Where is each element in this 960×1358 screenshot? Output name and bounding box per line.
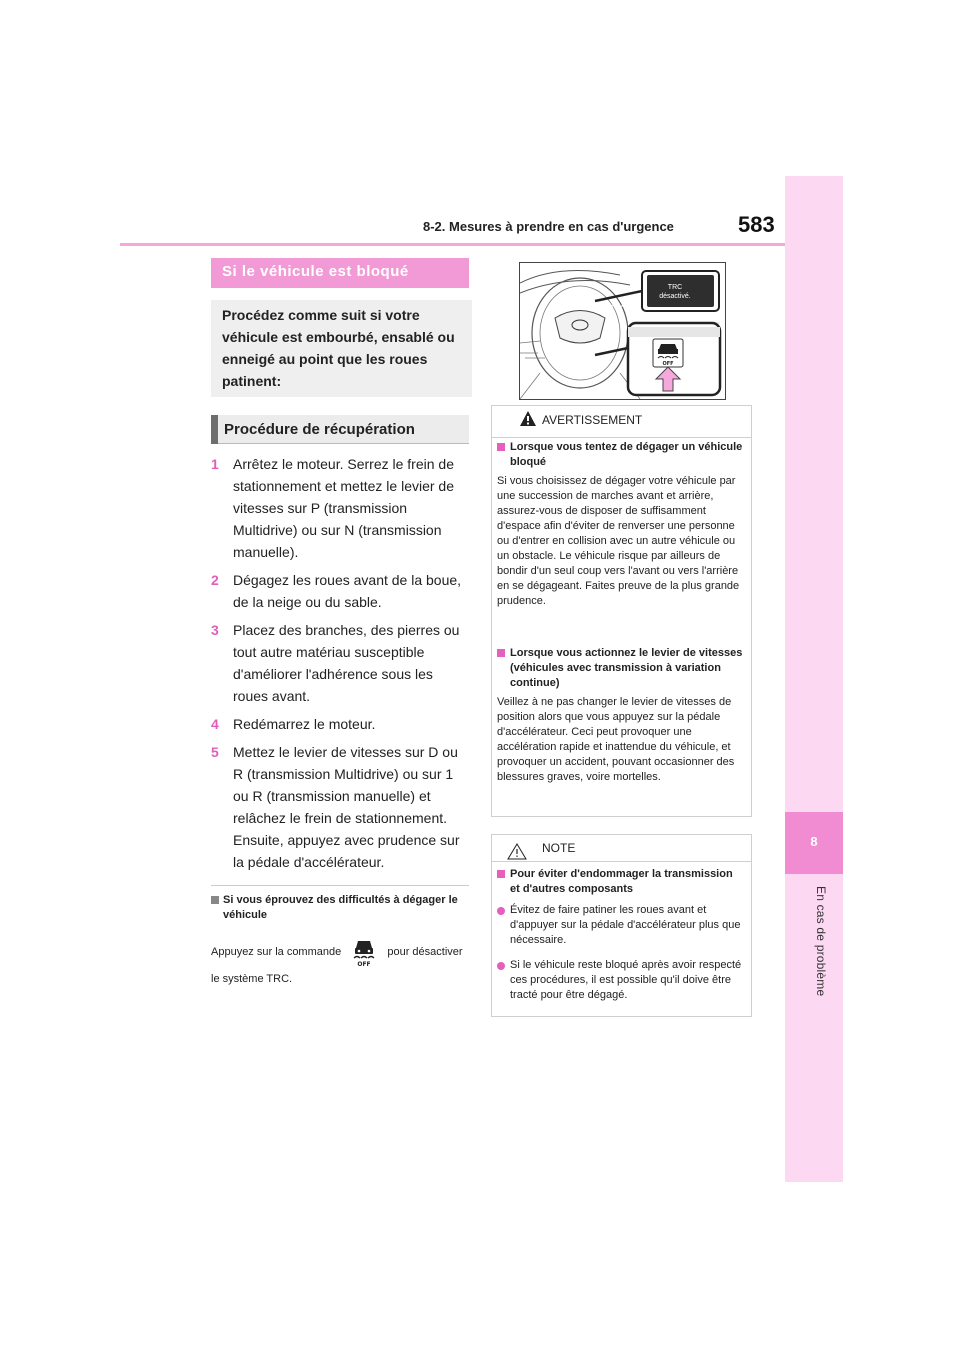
procedure-heading: Procédure de récupération (224, 421, 415, 438)
trc-display-line1: TRC (667, 284, 683, 291)
bullet-dot-icon (497, 907, 505, 915)
note-header-rule (491, 861, 751, 862)
caution-triangle-icon (507, 843, 527, 860)
procedure-step (211, 713, 469, 735)
chapter-side-tab (785, 176, 843, 1182)
chapter-number: 8 (810, 834, 818, 849)
trouble-text-before: Appuyez sur la commande (211, 945, 342, 958)
note-title: NOTE (542, 841, 576, 855)
trc-display-line2: désactivé. (659, 293, 691, 300)
step-number: 2 (211, 572, 219, 588)
step-number: 1 (211, 456, 219, 472)
section-title: 8-2. Mesures à prendre en cas d'urgence (423, 219, 674, 234)
square-bullet-icon (497, 870, 505, 878)
step-text: Placez des branches, des pierres ou tout autre matériau susceptible d'améliorer l'adhérence sous les roues avant. (233, 622, 460, 704)
warning-item-heading (497, 646, 745, 691)
warning-item (497, 440, 745, 609)
step-number: 3 (211, 622, 219, 638)
trc-off-icon-label: OFF (357, 961, 371, 967)
trc-off-display (650, 283, 700, 301)
bullet-dot-icon (497, 962, 505, 970)
procedure-steps (211, 453, 469, 879)
step-text: Redémarrez le moteur. (233, 716, 376, 732)
procedure-step (211, 619, 469, 707)
header-rule (120, 243, 785, 246)
step-text: Mettez le levier de vitesses sur D ou R (transmission Multidrive) ou sur 1 ou R (transmission manuelle) et relâchez le frein de stationnement. Ensuite, appuyez avec prudence sur la pédale d'accélérateur. (233, 744, 460, 870)
warning-title: AVERTISSEMENT (542, 413, 643, 427)
warning-heading-text: Lorsque vous actionnez le levier de vitesses (véhicules avec transmission à variation continue) (510, 647, 743, 689)
step-text: Dégagez les roues avant de la boue, de la neige ou du sable. (233, 572, 462, 610)
warning-header-rule (491, 437, 751, 438)
chapter-label: En cas de problème (814, 886, 828, 997)
trc-off-icon (350, 937, 378, 967)
warning-item-heading (497, 440, 745, 470)
warning-item-text: Veillez à ne pas changer le levier de vitesses de position alors que vous appuyez sur la pédale d'accélérateur. Ceci peut provoquer une accélération rapide et inattendue du véhicule, et provoquer un accident, pouvant occasionner des blessures graves, voire mortelles. (497, 696, 735, 783)
section-banner-title: Si le véhicule est bloqué (222, 263, 409, 280)
note-heading (497, 867, 745, 897)
procedure-step (211, 569, 469, 613)
subsection-rule (211, 885, 469, 886)
procedure-step (211, 741, 469, 873)
note-heading-text: Pour éviter d'endommager la transmission et d'autres composants (510, 868, 733, 895)
step-text: Arrêtez le moteur. Serrez le frein de stationnement et mettez le levier de vitesses sur P (transmission Multidrive) ou sur N (transmission manuelle). (233, 456, 455, 560)
square-bullet-icon (497, 649, 505, 657)
step-number: 4 (211, 716, 219, 732)
intro-text: Procédez comme suit si votre véhicule est embourbé, ensablé ou enneigé au point que les roues patinent: (222, 307, 455, 389)
trouble-text-after: pour désactiver le système TRC. (211, 945, 463, 985)
note-bullet-text: Évitez de faire patiner les roues avant et d'appuyer sur la pédale d'accélérateur plus que nécessaire. (510, 904, 741, 946)
procedure-heading-bar (211, 415, 218, 444)
warning-triangle-icon (519, 410, 537, 427)
note-bullet-text: Si le véhicule reste bloqué après avoir respecté ces procédures, il est possible qu'il doive être tracté pour être dégagé. (510, 959, 742, 1001)
subsection-text (211, 937, 471, 992)
trc-off-button-label: OFF (662, 361, 674, 367)
note-bullet (497, 903, 745, 948)
note-content (497, 867, 745, 1003)
warning-item-text: Si vous choisissez de dégager votre véhicule par une succession de marches avant et arrière, assurez-vous de disposer de suffisamment d'espace afin d'éviter de renverser une personne ou d'entrer en collision avec un autre véhicule ou un obstacle. Le véhicule risque par ailleurs de bondir d'un seul coup vers l'avant ou vers l'arrière en se dégageant. Faites preuve de la plus grande prudence. (497, 475, 740, 607)
procedure-step (211, 453, 469, 563)
warning-item (497, 646, 745, 785)
square-bullet-icon (497, 443, 505, 451)
page-number: 583 (738, 212, 775, 237)
note-bullet (497, 958, 745, 1003)
warning-heading-text: Lorsque vous tentez de dégager un véhicule bloqué (510, 441, 743, 468)
subsection-heading: Si vous éprouvez des difficultés à dégager le véhicule (223, 894, 458, 921)
step-number: 5 (211, 744, 219, 760)
